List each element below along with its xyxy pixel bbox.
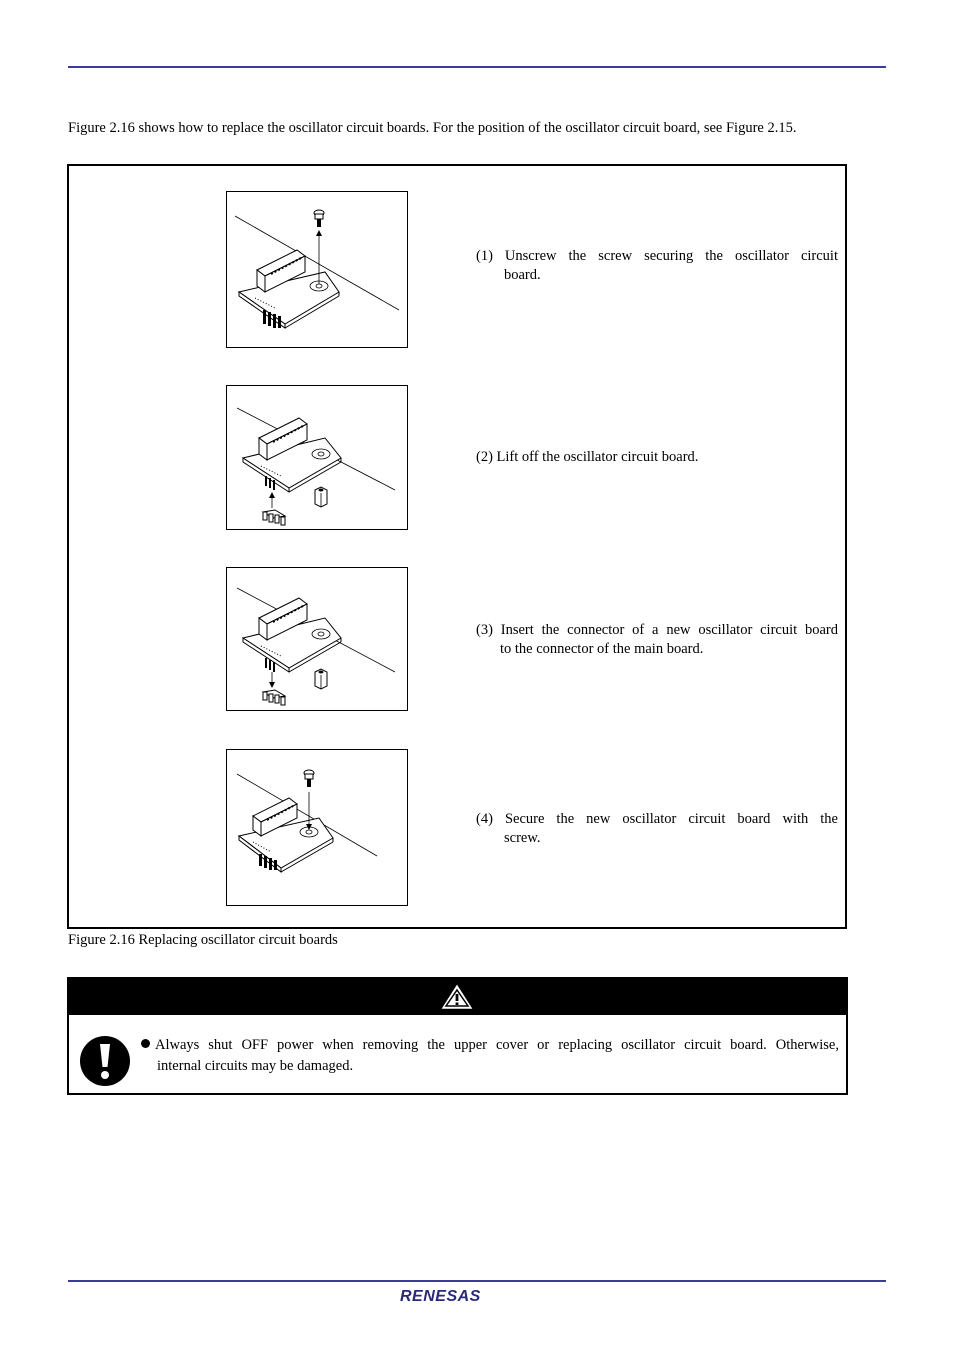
step-3-line-2: to the connector of the main board. [500, 640, 704, 657]
step-4-line-2: screw. [504, 829, 541, 846]
step-1-line-2: board. [504, 266, 541, 283]
caution-line-2: internal circuits may be damaged. [157, 1058, 354, 1074]
step-3-line-1: (3) Insert the connector of a new oscillator circuit board [476, 622, 838, 638]
figure-caption: Figure 2.16 Replacing oscillator circuit boards [68, 932, 338, 948]
caution-box [67, 977, 848, 1095]
warning-triangle-icon [441, 984, 473, 1010]
illustration-step-2 [226, 385, 408, 530]
renesas-logo-text: RENESAS [400, 1288, 481, 1305]
illustration-step-4 [226, 749, 408, 906]
step-2-line-1: (2) Lift off the oscillator circuit board. [476, 449, 699, 465]
step-1-text [476, 247, 838, 284]
step-4-text [476, 810, 838, 847]
step-4-line-1: (4) Secure the new oscillator circuit board with the [476, 811, 838, 827]
mandatory-action-icon [79, 1035, 131, 1087]
illustration-step-3 [226, 567, 408, 711]
caution-header-bar [69, 979, 846, 1015]
bullet-icon [141, 1039, 150, 1048]
illustration-step-1 [226, 191, 408, 348]
intro-paragraph: Figure 2.16 shows how to replace the oscillator circuit boards. For the position of the oscillator circuit board, see Figure 2.15. [68, 120, 797, 136]
caution-line-1: Always shut OFF power when removing the upper cover or replacing oscillator circuit board. Otherwise, [155, 1037, 839, 1053]
caution-text [141, 1035, 839, 1077]
step-1-line-1: (1) Unscrew the screw securing the oscillator circuit [476, 248, 838, 264]
footer-rule [68, 1280, 886, 1282]
step-3-text [476, 621, 838, 658]
header-rule [68, 66, 886, 68]
step-2-text [476, 448, 838, 467]
renesas-logo [398, 1285, 510, 1305]
